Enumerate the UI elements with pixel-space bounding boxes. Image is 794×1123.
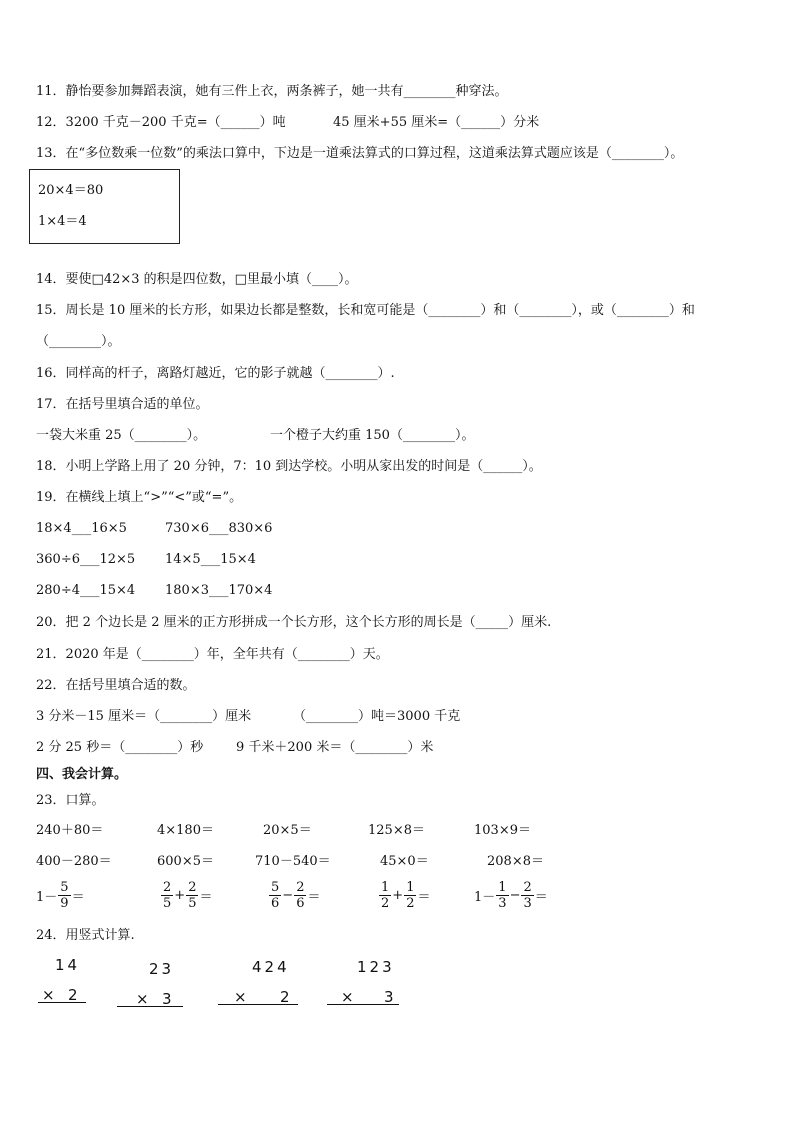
question-14: 14．要使□42×3 的积是四位数，□里最小填（____）。 [36, 272, 358, 287]
vertical-calc [38, 956, 98, 1006]
fraction [269, 880, 281, 911]
operator: − [282, 888, 294, 903]
fraction [294, 880, 306, 911]
question-24: 24．用竖式计算. [36, 928, 135, 943]
multiplier: 3 [162, 990, 172, 1008]
fraction [58, 880, 70, 911]
fraction-whole-minus: 1－ [36, 890, 58, 905]
question-21: 21．2020 年是（________）年，全年共有（________）天。 [36, 647, 389, 662]
equals-sign: ＝ [71, 890, 85, 905]
operator: − [509, 888, 521, 903]
result-line [218, 1004, 298, 1005]
compare-item: 180×3___170×4 [165, 583, 273, 598]
mental-math-item: 4×180＝ [157, 823, 214, 838]
question-13: 13．在“多位数乘一位数”的乘法口算中，下边是一道乘法算式的口算过程，这道乘法算式题应该是（________）。 [36, 146, 684, 161]
compare-item: 280÷4___15×4 [36, 583, 136, 598]
denominator: 6 [271, 896, 280, 911]
question-22-part-d: 9 千米＋200 米＝（________）米 [236, 740, 434, 755]
denominator: 5 [188, 896, 197, 911]
numerator: 1 [406, 880, 415, 895]
fraction-expression [268, 880, 320, 911]
equals-sign: ＝ [534, 890, 548, 905]
fraction [379, 880, 391, 911]
fraction [521, 880, 533, 911]
mental-math-item: 710－540＝ [255, 854, 331, 869]
compare-item: 730×6___830×6 [165, 521, 273, 536]
multiplier: 3 [384, 988, 394, 1006]
multiply-sign: × [341, 988, 354, 1006]
multiply-sign: × [136, 990, 149, 1008]
result-line [38, 1002, 86, 1003]
result-line [327, 1004, 399, 1005]
mental-math-item: 400－280＝ [36, 854, 112, 869]
fraction [496, 880, 508, 911]
question-19: 19．在横线上填上“>”“<”或“=”。 [36, 490, 243, 505]
question-17-part-a: 一袋大米重 25（________）。 [36, 428, 207, 443]
question-22: 22．在括号里填合适的数。 [36, 678, 196, 693]
denominator: 6 [296, 896, 305, 911]
fraction-whole-minus: 1－ [474, 890, 496, 905]
denominator: 9 [60, 896, 69, 911]
denominator: 3 [523, 896, 532, 911]
fraction-expression [36, 880, 85, 911]
denominator: 3 [498, 896, 507, 911]
question-23: 23．口算。 [36, 793, 105, 808]
fraction [161, 880, 173, 911]
question-22-part-b: （________）吨＝3000 千克 [293, 709, 461, 724]
numerator: 2 [188, 880, 197, 895]
numerator: 1 [381, 880, 390, 895]
question-12-part-a: 12．3200 千克－200 千克=（______）吨 [36, 115, 286, 130]
mental-math-item: 103×9＝ [474, 823, 531, 838]
calculation-box [29, 169, 180, 244]
denominator: 5 [163, 896, 172, 911]
fraction [186, 880, 198, 911]
mental-math-item: 208×8＝ [487, 854, 544, 869]
question-17-part-b: 一个橙子大约重 150（________）。 [270, 428, 475, 443]
denominator: 2 [381, 896, 390, 911]
operator: + [174, 888, 186, 903]
vertical-calc [327, 958, 417, 1008]
question-18: 18．小明上学路上用了 20 分钟，7：10 到达学校。小明从家出发的时间是（______）。 [36, 459, 542, 474]
numerator: 5 [271, 880, 280, 895]
question-17: 17．在括号里填合适的单位。 [36, 397, 209, 412]
multiplier: 2 [280, 988, 290, 1006]
question-11: 11．静怡要参加舞蹈表演，她有三件上衣，两条裤子，她一共有________种穿法。 [36, 84, 508, 99]
equals-sign: ＝ [307, 890, 321, 905]
mental-math-item: 125×8＝ [368, 823, 425, 838]
mental-math-item: 45×0＝ [380, 854, 429, 869]
question-15-line-1: 15．周长是 10 厘米的长方形，如果边长都是整数，长和宽可能是（________）和（________），或（________）和 [36, 303, 695, 318]
question-22-part-a: 3 分米－15 厘米＝（________）厘米 [36, 709, 252, 724]
fraction-expression [474, 880, 548, 911]
multiply-sign: × [234, 988, 247, 1006]
multiplicand: 14 [55, 956, 81, 974]
vertical-calc [218, 958, 308, 1008]
numerator: 1 [498, 880, 507, 895]
compare-item: 360÷6___12×5 [36, 552, 136, 567]
compare-item: 14×5___15×4 [165, 552, 256, 567]
question-22-part-c: 2 分 25 秒＝（________）秒 [36, 740, 204, 755]
multiplicand: 424 [252, 958, 290, 976]
mental-math-item: 600×5＝ [157, 854, 214, 869]
fraction-expression [378, 880, 430, 911]
mental-math-item: 240＋80＝ [36, 823, 104, 838]
question-15-line-2: （________）。 [36, 334, 121, 349]
multiplicand: 123 [357, 958, 395, 976]
multiplier: 2 [68, 986, 78, 1004]
numerator: 5 [60, 880, 69, 895]
fraction [404, 880, 416, 911]
operator: + [392, 888, 404, 903]
box-line-1: 20×4＝80 [38, 183, 104, 198]
denominator: 2 [406, 896, 415, 911]
box-line-2: 1×4＝4 [38, 214, 87, 229]
question-12-part-b: 45 厘米+55 厘米=（______）分米 [333, 115, 540, 130]
mental-math-item: 20×5＝ [263, 823, 312, 838]
compare-item: 18×4___16×5 [36, 521, 127, 536]
fraction-expression [160, 880, 212, 911]
question-16: 16．同样高的杆子，离路灯越近，它的影子就越（________）. [36, 366, 395, 381]
equals-sign: ＝ [417, 890, 431, 905]
equals-sign: ＝ [199, 890, 213, 905]
numerator: 2 [296, 880, 305, 895]
vertical-calc [117, 960, 197, 1010]
numerator: 2 [523, 880, 532, 895]
numerator: 2 [163, 880, 172, 895]
question-20: 20．把 2 个边长是 2 厘米的正方形拼成一个长方形，这个长方形的周长是（_____）厘米. [36, 615, 552, 630]
multiply-sign: × [42, 986, 55, 1004]
result-line [117, 1006, 183, 1007]
multiplicand: 23 [149, 960, 175, 978]
section-heading: 四、我会计算。 [36, 767, 128, 782]
